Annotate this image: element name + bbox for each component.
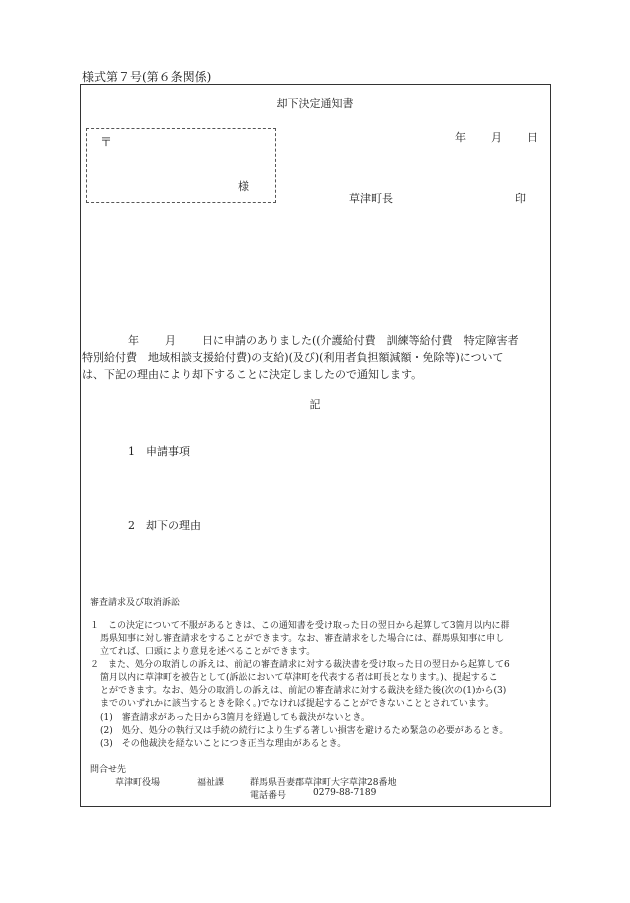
body-line-2-end: て	[492, 351, 504, 364]
review-p2-line: とができます。なお、処分の取消しの訴えは、前記の審査請求に対する裁決を経た後(次の(1)から(3)	[100, 686, 507, 696]
contact-tel-label: 電話番号	[250, 791, 287, 801]
contact-office: 草津町役場	[115, 778, 161, 788]
review-p2-line: までのいずれかに該当するときを除く。)でなければ提起することができないこととされています。	[100, 699, 495, 709]
seal-mark: 印	[515, 192, 526, 205]
body-line-2	[82, 349, 504, 365]
review-p1-line: 馬県知事に対し審査請求をすることができます。なお、審査請求をした場合には、群馬県知事に申し	[100, 634, 505, 644]
date-day: 日	[527, 131, 538, 144]
body-line-1-text: 日に申請のありました((介護給付費 訓練等給付費 特定障害者	[202, 334, 519, 347]
item-reason	[128, 517, 201, 533]
recipient-honorific: 様	[238, 180, 249, 193]
date-month: 月	[491, 131, 502, 144]
contact-department: 福祉課	[197, 778, 225, 788]
body-line-2-text: 特別給付費 地域相談支援給付費)の支給)(及び)(利用者負担額減額・免除等)につい	[82, 351, 493, 364]
review-p2-line: ２ また、処分の取消しの訴えは、前記の審査請求に対する裁決書を受け取った日の翌日から起算して6	[90, 660, 510, 670]
review-sub-item: (3) その他裁決を経ないことにつき正当な理由があるとき。	[100, 739, 347, 749]
item-label: 申請事項	[146, 445, 190, 458]
contact-address: 群馬県吾妻郡草津町大字草津28番地	[250, 778, 397, 788]
body-month: 月	[165, 334, 176, 347]
review-sub-item: (2) 処分、処分の執行又は手続の続行により生ずる著しい損害を避けるため緊急の必要があるとき。	[100, 726, 509, 736]
review-heading: 審査請求及び取消訴訟	[90, 598, 181, 608]
body-line-3: は、下記の理由により却下することに決定しましたので通知します。	[82, 368, 423, 381]
postal-mark: 〒	[100, 135, 113, 149]
sender-mayor: 草津町長	[349, 192, 393, 205]
document-title: 却下決定通知書	[276, 97, 354, 110]
review-sub-item: (1) 審査請求があった日から3箇月を経過しても裁決がないとき。	[100, 713, 371, 723]
ki-heading: 記	[309, 398, 321, 411]
item-label: 却下の理由	[146, 519, 201, 532]
review-p1-line: 立てれば、口頭により意見を述べることができます。	[100, 647, 316, 657]
item-number: 1	[128, 445, 135, 458]
body-year: 年	[128, 334, 139, 347]
form-number: 様式第７号(第６条関係)	[82, 70, 212, 84]
contact-heading: 問合せ先	[90, 765, 127, 775]
review-p2-line: 箇月以内に草津町を被告として(訴訟において草津町を代表する者は町長となります。)、提起するこ	[100, 673, 498, 683]
item-number: 2	[128, 519, 135, 532]
contact-tel: 0279-88-7189	[313, 788, 377, 798]
date-year: 年	[455, 131, 466, 144]
item-application	[128, 443, 190, 459]
review-p1-line: １ この決定について不服があるときは、この通知書を受け取った日の翌日から起算して3箇月以内に群	[90, 621, 510, 631]
